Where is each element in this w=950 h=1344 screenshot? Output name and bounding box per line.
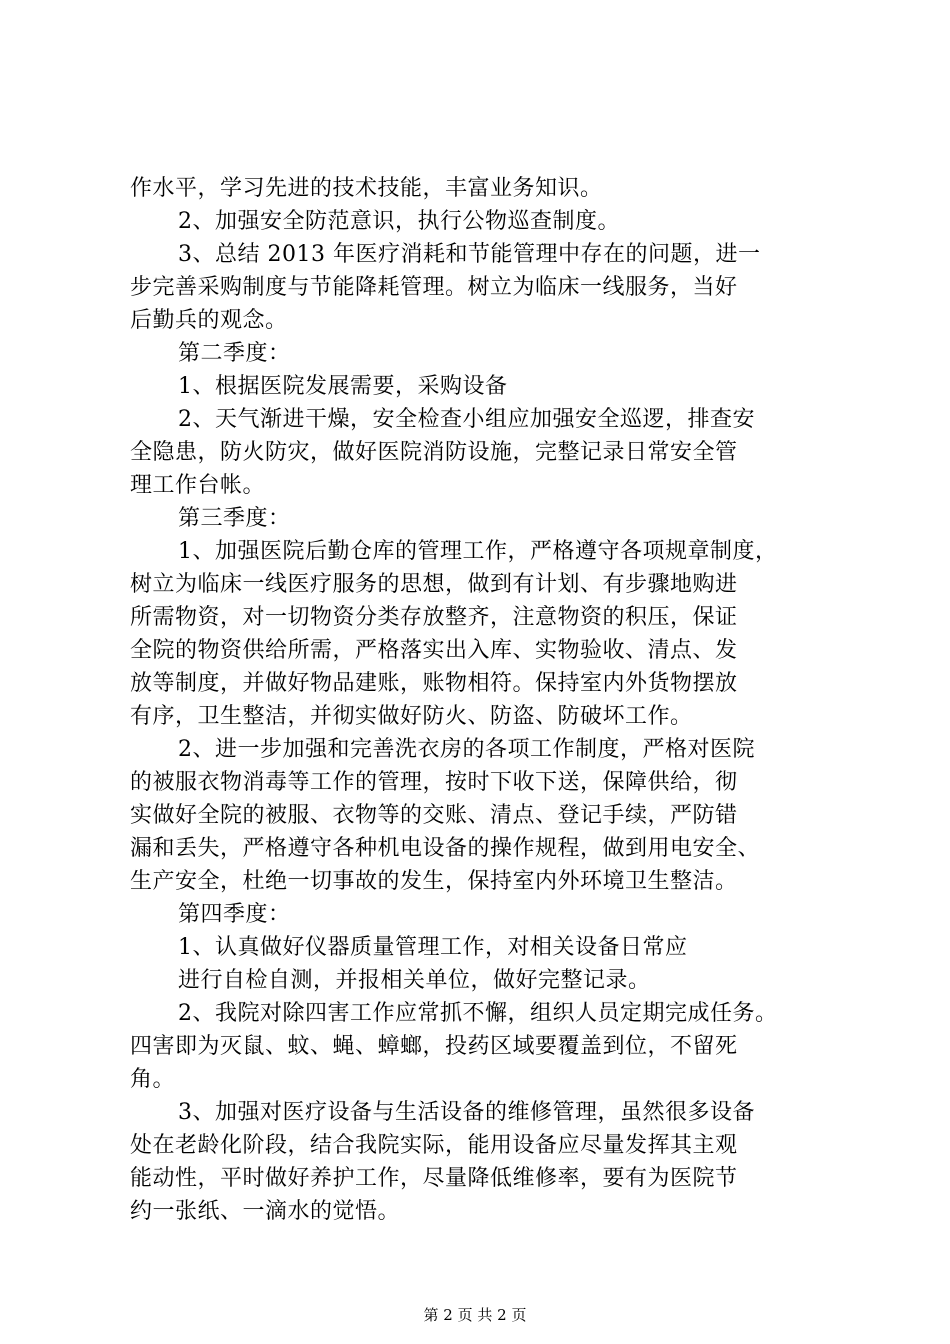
text-line: 实做好全院的被服、衣物等的交账、清点、登记手续，严防错 [130, 803, 738, 828]
text-line: 3、加强对医疗设备与生活设备的维修管理，虽然很多设备 [178, 1100, 755, 1125]
text-line: 后勤兵的观念。 [130, 308, 288, 333]
text-line: 2、天气渐进干燥，安全检查小组应加强安全巡逻，排查安 [178, 407, 755, 432]
text-line: 放等制度，并做好物品建账，账物相符。保持室内外货物摆放 [130, 671, 738, 696]
text-line: 理工作台帐。 [130, 473, 266, 498]
section-heading: 第三季度： [178, 506, 291, 531]
text-line: 能动性，平时做好养护工作，尽量降低维修率，要有为医院节 [130, 1166, 738, 1191]
text-line: 步完善采购制度与节能降耗管理。树立为临床一线服务，当好 [130, 275, 738, 300]
document-body [130, 172, 830, 1228]
text-line: 1、加强医院后勤仓库的管理工作，严格遵守各项规章制度， [178, 539, 778, 564]
text-line: 作水平，学习先进的技术技能，丰富业务知识。 [130, 176, 603, 201]
text-line: 的被服衣物消毒等工作的管理，按时下收下送，保障供给，彻 [130, 770, 738, 795]
text-line: 1、认真做好仪器质量管理工作，对相关设备日常应 [178, 935, 688, 960]
text-line: 生产安全，杜绝一切事故的发生，保持室内外环境卫生整洁。 [130, 869, 738, 894]
text-line: 漏和丢失，严格遵守各种机电设备的操作规程，做到用电安全、 [130, 836, 761, 861]
section-heading: 第二季度： [178, 341, 291, 366]
text-line: 1、根据医院发展需要，采购设备 [178, 374, 508, 399]
text-line: 所需物资，对一切物资分类存放整齐，注意物资的积压，保证 [130, 605, 738, 630]
text-line: 3、总结 2013 年医疗消耗和节能管理中存在的问题，进一 [178, 242, 761, 267]
text-line: 2、进一步加强和完善洗衣房的各项工作制度，严格对医院 [178, 737, 755, 762]
text-line: 角。 [130, 1067, 176, 1092]
text-line: 全院的物资供给所需，严格落实出入库、实物验收、清点、发 [130, 638, 738, 663]
text-line: 全隐患，防火防灾，做好医院消防设施，完整记录日常安全管 [130, 440, 738, 465]
page-footer: 第 2 页 共 2 页 [423, 1306, 527, 1324]
text-line: 约一张纸、一滴水的觉悟。 [130, 1199, 401, 1224]
text-line: 四害即为灭鼠、蚊、蝇、蟑螂，投药区域要覆盖到位，不留死 [130, 1034, 738, 1059]
text-line: 树立为临床一线医疗服务的思想，做到有计划、有步骤地购进 [130, 572, 738, 597]
text-line: 2、加强安全防范意识，执行公物巡查制度。 [178, 209, 620, 234]
text-line: 处在老龄化阶段，结合我院实际，能用设备应尽量发挥其主观 [130, 1133, 738, 1158]
text-line: 2、我院对除四害工作应常抓不懈，组织人员定期完成任务。 [178, 1001, 778, 1026]
text-line: 进行自检自测，并报相关单位，做好完整记录。 [178, 968, 651, 993]
section-heading: 第四季度： [178, 902, 291, 927]
text-line: 有序，卫生整洁，并彻实做好防火、防盗、防破坏工作。 [130, 704, 693, 729]
